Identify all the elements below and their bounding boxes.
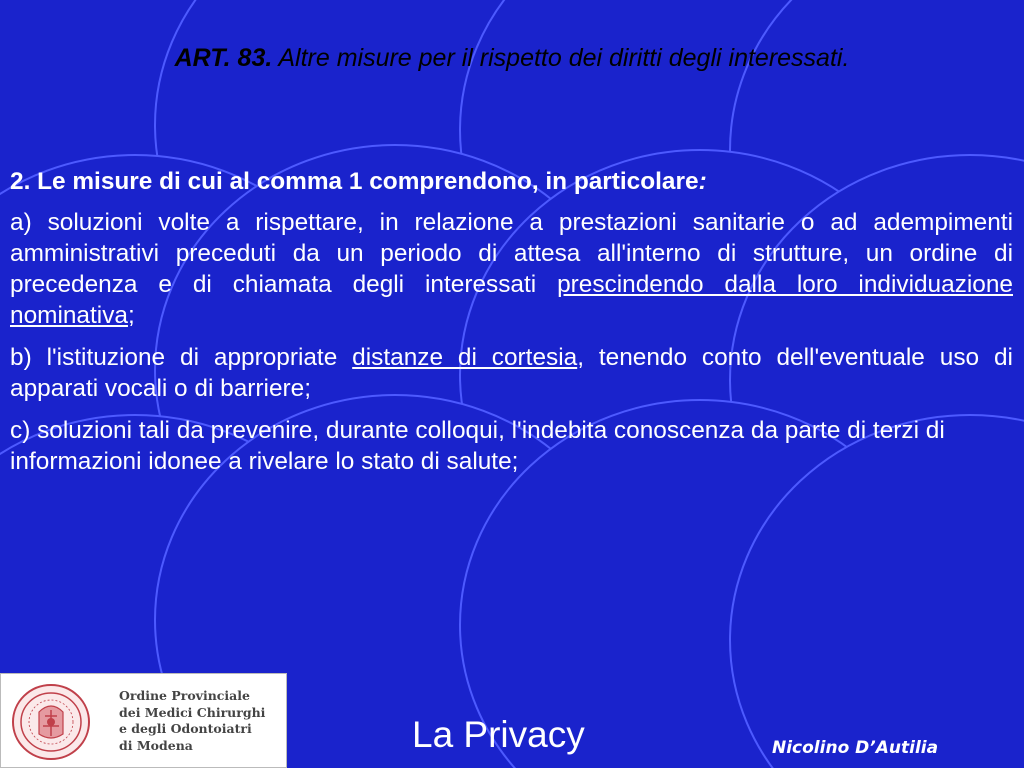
article-number: ART. 83. — [174, 44, 273, 72]
author-name: Nicolino D’Autilia — [772, 738, 939, 758]
item-b: b) l'istituzione di appropriate distanze di cortesia, tenendo conto dell'eventuale uso di apparati vocali o di barriere; — [10, 344, 1013, 402]
slide-title — [0, 44, 1024, 73]
footer-title: La Privacy — [412, 714, 585, 755]
article-title: Altre misure per il rispetto dei diritti degli interessati. — [278, 44, 850, 72]
organization-logo — [0, 673, 287, 768]
slide-body — [10, 166, 1013, 488]
logo-line: e degli Odontoiatri — [119, 721, 252, 736]
item-a: a) soluzioni volte a rispettare, in relazione a prestazioni sanitarie o ad adempimenti amministrativi preceduti da un periodo di attesa all'interno di strutture, un ordine di precedenza e di chiamata degli interessati prescindendo dalla loro individuazione nominativa; — [10, 209, 1013, 329]
logo-line: dei Medici Chirurghi — [119, 704, 266, 720]
item-c: c) soluzioni tali da prevenire, durante colloqui, l'indebita conoscenza da parte di terzi di informazioni idonee a rivelare lo stato di salute; — [10, 417, 945, 475]
seal-icon — [9, 682, 93, 762]
logo-line: Ordine Provinciale — [119, 688, 250, 703]
item-a-emphasis: prescindendo dalla loro individuazione nominativa — [10, 271, 1013, 329]
item-b-emphasis: distanze di cortesia — [352, 344, 578, 371]
logo-text — [119, 688, 285, 754]
comma-heading: 2. Le misure di cui al comma 1 comprendono, in particolare: — [10, 168, 707, 195]
logo-line: di Modena — [119, 737, 193, 753]
